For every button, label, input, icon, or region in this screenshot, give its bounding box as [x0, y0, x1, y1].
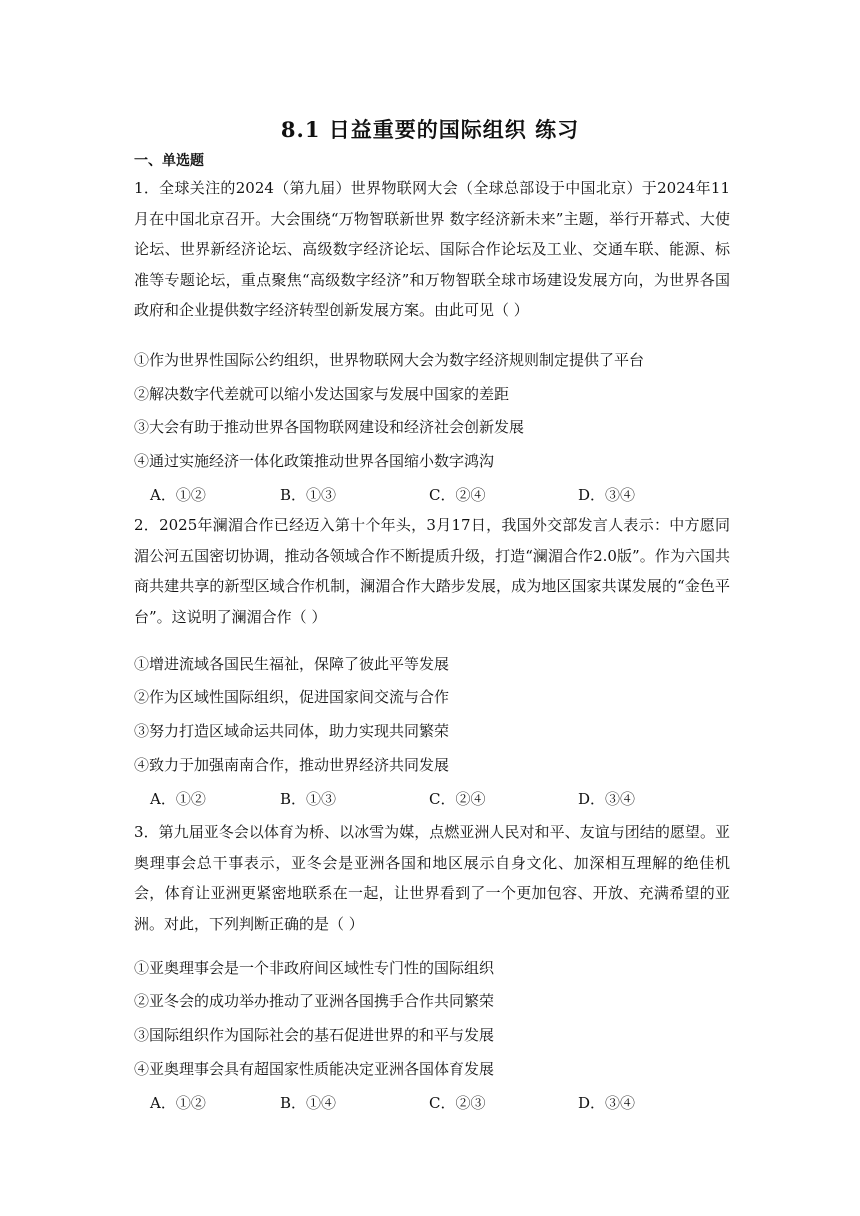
- choice-c: C．②④: [429, 486, 486, 504]
- choice-b: B．①③: [280, 790, 337, 808]
- question-stem: 3．第九届亚冬会以体育为桥、以冰雪为媒，点燃亚洲人民对和平、友谊与团结的愿望。亚奥理事会总干事表示，亚冬会是亚洲各国和地区展示自身文化、加深相互理解的绝佳机会，体育让亚洲更紧密地联系在一起，让世界看到了一个更加包容、开放、充满希望的亚洲。对此，下列判断正确的是（ ）: [134, 823, 730, 933]
- option-statement: ①作为世界性国际公约组织，世界物联网大会为数字经济规则制定提供了平台: [134, 351, 645, 369]
- choice-d: D．③④: [578, 1094, 636, 1112]
- question-stem: 2．2025年澜湄合作已经迈入第十个年头，3月17日，我国外交部发言人表示：中方愿同湄公河五国密切协调，推动各领域合作不断提质升级，打造“澜湄合作2.0版”。作为六国共商共建共享的新型区域合作机制，澜湄合作大踏步发展，成为地区国家共谋发展的“金色平台”。这说明了澜湄合作（ ）: [134, 516, 730, 626]
- option-statement: ③大会有助于推动世界各国物联网建设和经济社会创新发展: [134, 418, 525, 436]
- option-statement: ②解决数字代差就可以缩小发达国家与发展中国家的差距: [134, 385, 510, 403]
- choice-c: C．②③: [429, 1094, 486, 1112]
- choice-a: A．①②: [150, 1094, 206, 1112]
- page-title: 8.1 日益重要的国际组织 练习: [280, 117, 580, 142]
- option-statement: ①亚奥理事会是一个非政府间区域性专门性的国际组织: [134, 959, 495, 977]
- choice-d: D．③④: [578, 790, 636, 808]
- option-statement: ②作为区域性国际组织，促进国家间交流与合作: [134, 688, 450, 706]
- choice-a: A．①②: [150, 790, 206, 808]
- choice-b: B．①④: [280, 1094, 337, 1112]
- choice-b: B．①③: [280, 486, 337, 504]
- choice-a: A．①②: [150, 486, 206, 504]
- choice-c: C．②④: [429, 790, 486, 808]
- choice-d: D．③④: [578, 486, 636, 504]
- option-statement: ④致力于加强南南合作，推动世界经济共同发展: [134, 756, 450, 774]
- section-heading: 一、单选题: [134, 153, 204, 169]
- option-statement: ①增进流域各国民生福祉，保障了彼此平等发展: [134, 655, 450, 673]
- option-statement: ④通过实施经济一体化政策推动世界各国缩小数字鸿沟: [134, 452, 495, 470]
- option-statement: ②亚冬会的成功举办推动了亚洲各国携手合作共同繁荣: [134, 992, 495, 1010]
- option-statement: ③努力打造区域命运共同体，助力实现共同繁荣: [134, 722, 450, 740]
- option-statement: ③国际组织作为国际社会的基石促进世界的和平与发展: [134, 1026, 495, 1044]
- question-stem: 1．全球关注的2024（第九届）世界物联网大会（全球总部设于中国北京）于2024年11月在中国北京召开。大会围绕“万物智联新世界 数字经济新未来”主题，举行开幕式、大使论坛、世界新经济论坛、高级数字经济论坛、国际合作论坛及工业、交通车联、能源、标准等专题论坛，重点聚焦“高级数字经济”和万物智联全球市场建设发展方向，为世界各国政府和企业提供数字经济转型创新发展方案。由此可见（ ）: [134, 179, 730, 319]
- option-statement: ④亚奥理事会具有超国家性质能决定亚洲各国体育发展: [134, 1060, 495, 1078]
